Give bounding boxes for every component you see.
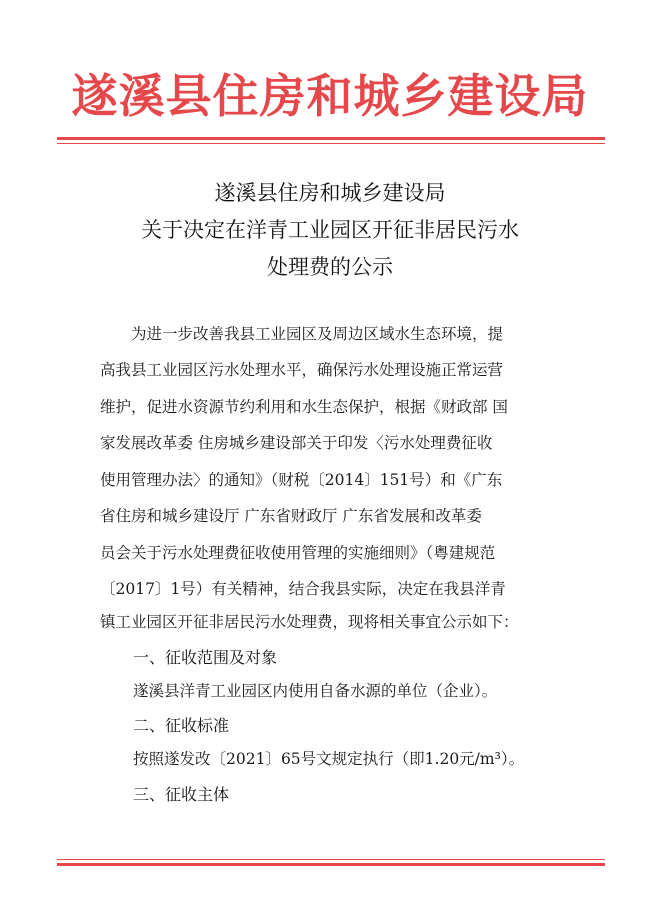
intro-line: 使用管理办法〉的通知》（财税〔2014〕151号）和《广东 [100, 471, 503, 489]
title-line-2: 关于决定在洋青工业园区开征非居民污水 [141, 218, 519, 242]
section-heading-scope: 一、征收范围及对象 [133, 648, 278, 667]
letterhead-rule-thin [57, 143, 605, 144]
section-content-scope: 遂溪县洋青工业园区内使用自备水源的单位（企业）。 [133, 682, 498, 700]
section-content-standard: 按照遂发改〔2021〕65号文规定执行（即1.20元/m³）。 [133, 750, 525, 768]
letterhead-rule-thick [57, 137, 605, 140]
footer-rule-thin [57, 859, 605, 860]
intro-line: 〔2017〕1号）有关精神，结合我县实际，决定在我县洋青 [100, 580, 506, 598]
title-line-3: 处理费的公示 [267, 255, 393, 279]
intro-line: 员会关于污水处理费征收使用管理的实施细则》（粤建规范 [100, 544, 496, 562]
intro-line: 家发展改革委 住房城乡建设部关于印发〈污水处理费征收 [100, 434, 493, 452]
section-heading-subject: 三、征收主体 [133, 785, 230, 804]
footer-rule-thick [57, 863, 605, 866]
letterhead-organization: 遂溪县住房和城乡建设局 [71, 69, 589, 123]
intro-line: 为进一步改善我县工业园区及周边区域水生态环境，提 [100, 325, 504, 343]
intro-line: 省住房和城乡建设厅 广东省财政厅 广东省发展和改革委 [100, 507, 482, 525]
title-line-1: 遂溪县住房和城乡建设局 [214, 181, 446, 205]
section-heading-standard: 二、征收标准 [133, 716, 230, 735]
intro-line: 维护，促进水资源节约利用和水生态保护，根据《财政部 国 [100, 398, 508, 416]
document-title [60, 175, 600, 286]
intro-line: 镇工业园区开征非居民污水处理费，现将相关事宜公示如下： [100, 613, 519, 631]
intro-line: 高我县工业园区污水处理水平，确保污水处理设施正常运营 [100, 361, 504, 379]
